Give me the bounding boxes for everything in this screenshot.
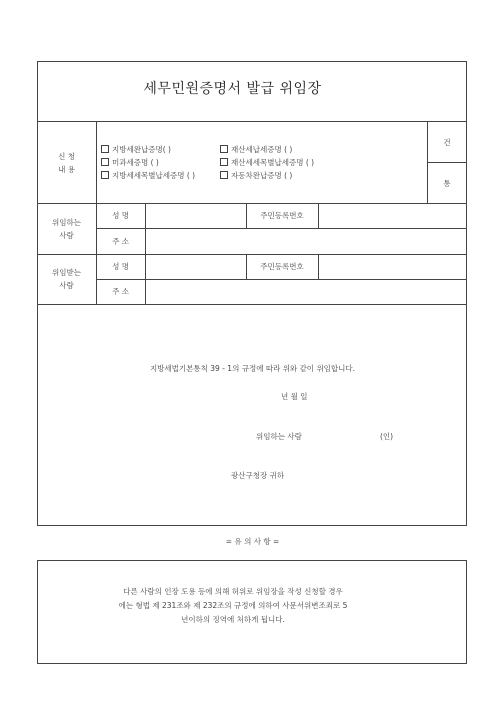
delegatee-label-2: 사람 — [59, 281, 74, 290]
checkbox-item-local-tax-paid[interactable]: 지방세완납증명( ) — [101, 145, 171, 155]
delegator-address-label: 주 소 — [112, 237, 129, 246]
checkbox-item-non-taxation[interactable]: 미과세증명 ( ) — [101, 158, 159, 168]
delegatee-name-field[interactable] — [147, 256, 244, 278]
application-label-2: 내 용 — [58, 165, 75, 174]
application-label-1: 신 청 — [58, 152, 75, 161]
date-line: 년 월 일 — [281, 392, 308, 401]
form-title: 세무민원증명서 발급 위임장 — [143, 81, 322, 97]
notice-line-3: 년이하의 징역에 처하게 됩니다. — [181, 615, 285, 624]
recipient: 광산구청장 귀하 — [231, 471, 285, 480]
delegation-statement: 지방세법기본통칙 39 - 1의 규정에 따라 위와 같이 위임합니다. — [149, 364, 356, 373]
delegator-label-1: 위임하는 — [52, 218, 81, 227]
signer-label: 위임하는 사람 — [256, 432, 302, 441]
delegatee-address-label: 주 소 — [112, 287, 129, 296]
delegator-label-2: 사람 — [59, 231, 74, 240]
checkbox-icon — [220, 171, 228, 179]
checkbox-icon — [101, 158, 109, 166]
seal-mark: (인) — [380, 432, 394, 441]
checkbox-icon — [220, 158, 228, 166]
delegatee-address-field[interactable] — [147, 281, 464, 303]
checkbox-icon — [101, 145, 109, 153]
count-label: 건 — [443, 138, 451, 147]
notice-line-1: 다른 사람의 인장 도용 등에 의해 허위로 위임장을 작성 신청할 경우 — [123, 587, 343, 596]
checkbox-icon — [220, 145, 228, 153]
copies-label: 통 — [443, 179, 451, 188]
delegatee-id-label: 주민등록번호 — [260, 262, 304, 271]
delegator-name-field[interactable] — [147, 205, 244, 227]
notice-line-2: 에는 형법 제 231조와 제 232조의 규정에 의하여 사문서위변조죄로 5 — [118, 601, 348, 610]
checkbox-item-property-tax-by-item[interactable]: 재산세세목별납세증명 ( ) — [220, 158, 314, 168]
delegator-name-label: 성 명 — [112, 211, 129, 220]
checkbox-item-vehicle-tax[interactable]: 자동차완납증명 ( ) — [220, 171, 292, 181]
delegatee-name-label: 성 명 — [112, 262, 129, 271]
delegator-address-field[interactable] — [147, 230, 464, 252]
delegatee-id-field[interactable] — [320, 256, 464, 278]
delegatee-label-1: 위임받는 — [52, 268, 81, 277]
checkbox-item-property-tax[interactable]: 재산세납세증명 ( ) — [220, 145, 292, 155]
delegator-id-field[interactable] — [320, 205, 464, 227]
checkbox-icon — [101, 171, 109, 179]
notice-heading: = 유 의 사 항 = — [225, 537, 280, 546]
checkbox-item-local-tax-by-item[interactable]: 지방세세목별납세증명 ( ) — [101, 171, 195, 181]
delegator-id-label: 주민등록번호 — [260, 211, 304, 220]
